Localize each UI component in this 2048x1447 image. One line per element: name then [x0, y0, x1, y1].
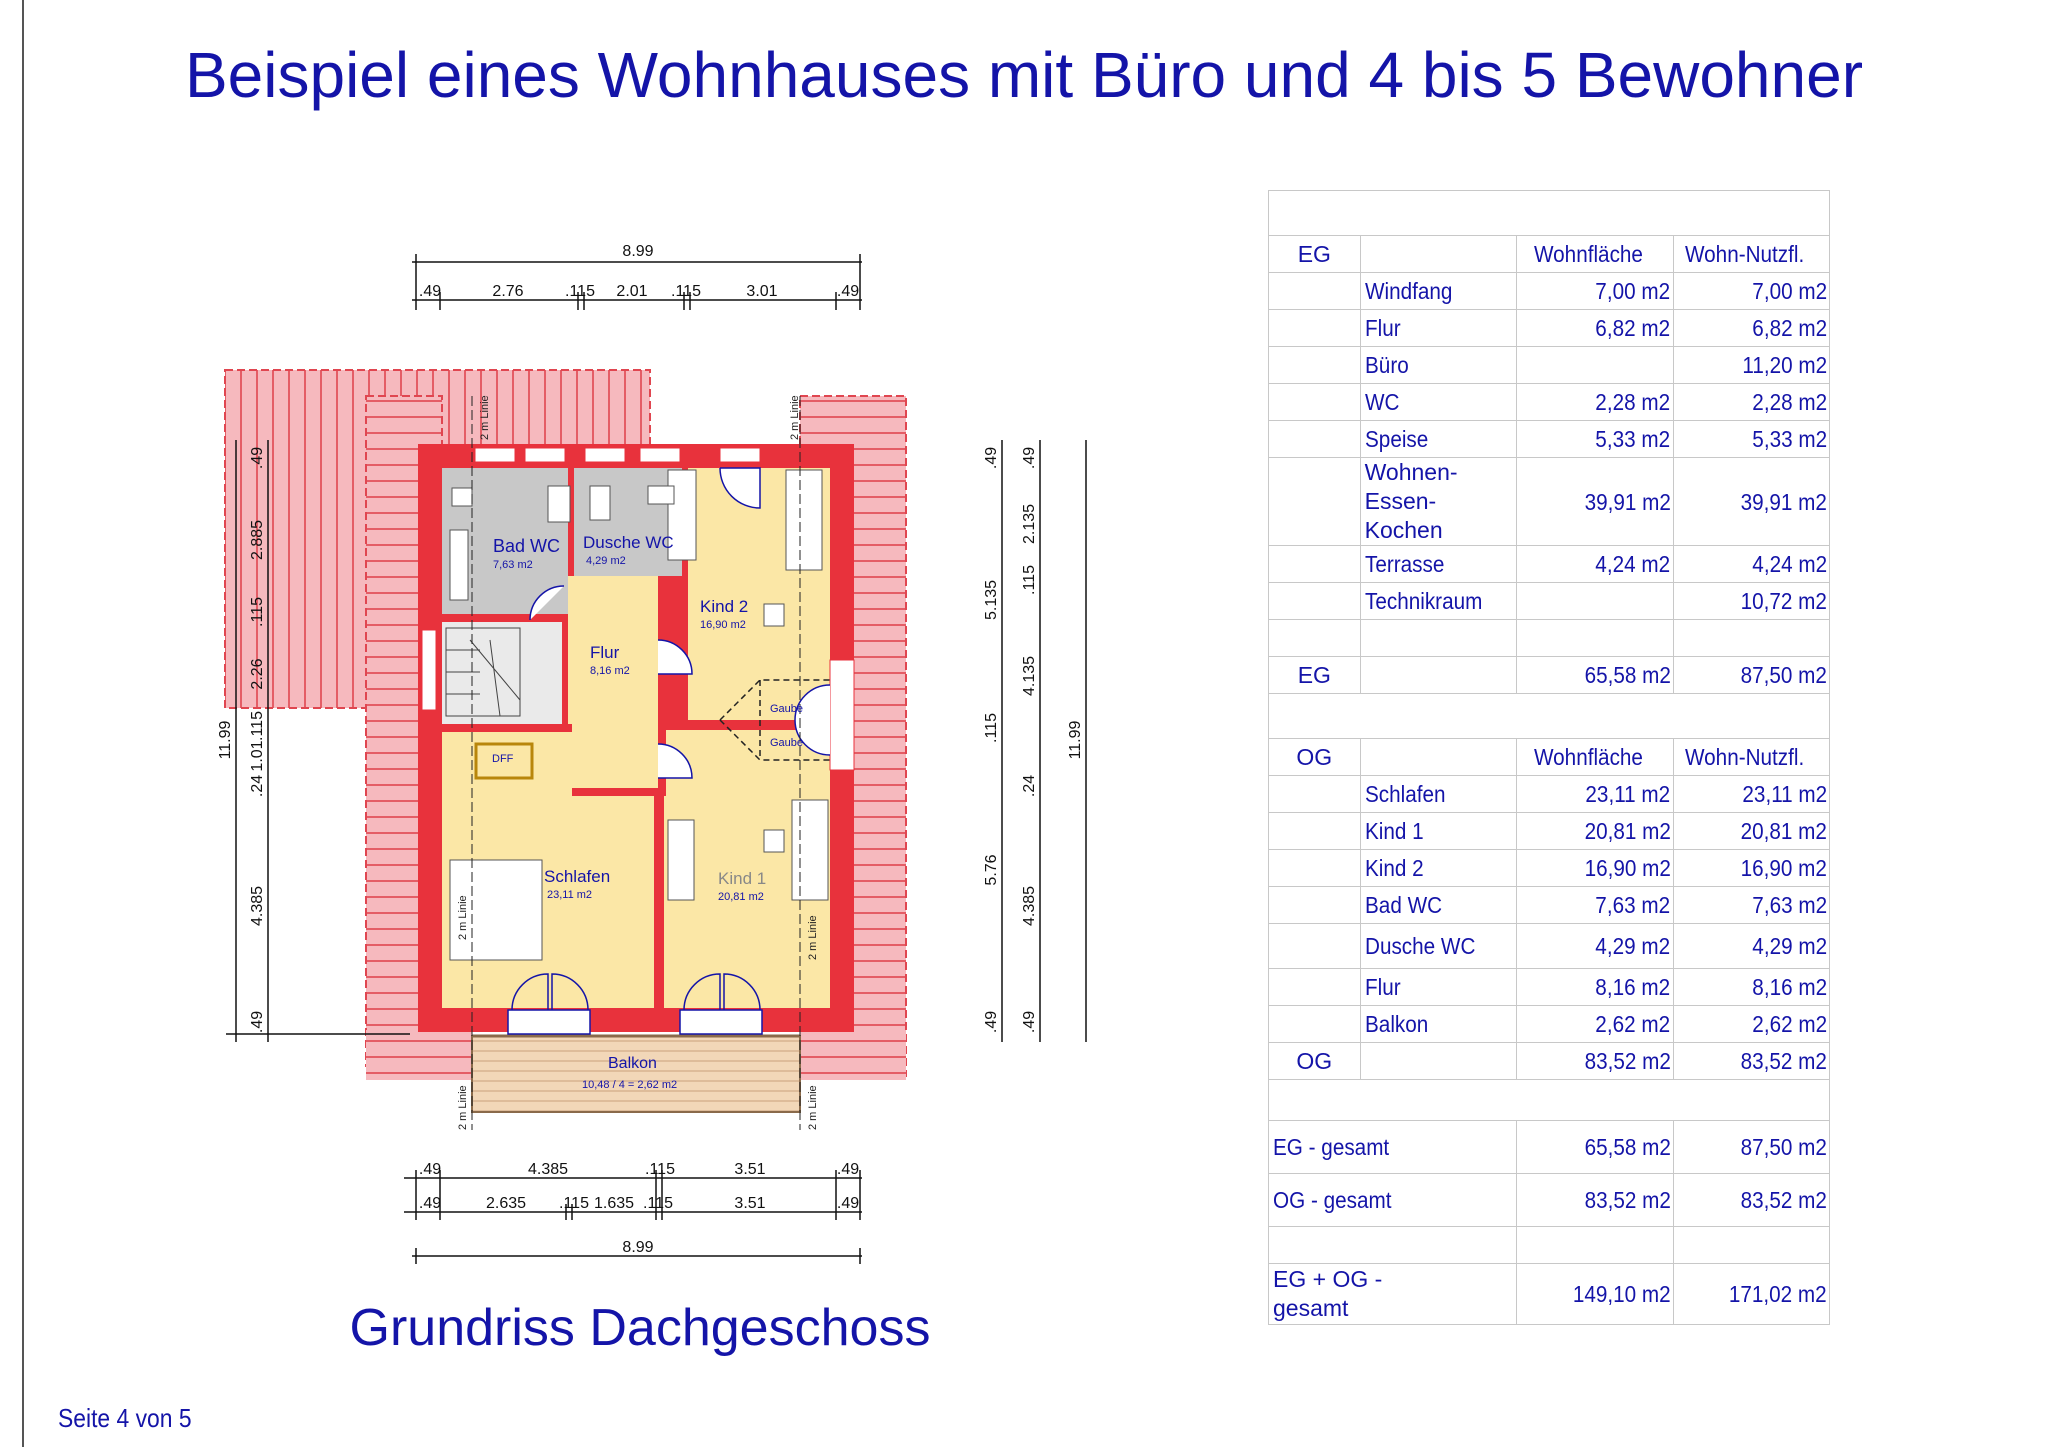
room-dusche-name: Dusche WC [583, 533, 674, 552]
page-title: Beispiel eines Wohnhauses mit Büro und 4 bis 5 Bewohner [184, 39, 1864, 111]
svg-text:3.51: 3.51 [734, 1161, 766, 1178]
room-kind2-name: Kind 2 [700, 597, 749, 616]
svg-text:2 m Linie: 2 m Linie [457, 895, 469, 940]
svg-text:4.385: 4.385 [1021, 885, 1038, 927]
sum-og-row: OG - gesamt 83,52 m2 83,52 m2 [1269, 1174, 1830, 1227]
svg-text:.49: .49 [836, 283, 860, 300]
svg-text:.115: .115 [565, 283, 595, 300]
svg-text:.115: .115 [643, 1195, 673, 1212]
svg-text:2 m Linie: 2 m Linie [479, 395, 491, 440]
table-spacer-row [1269, 191, 1830, 236]
table-row: Windfang 7,00 m2 7,00 m2 [1269, 273, 1830, 310]
sum-all-row: EG + OG - gesamt 149,10 m2 171,02 m2 [1269, 1264, 1830, 1325]
og-header-row: OG Wohnfläche Wohn-Nutzfl. [1269, 739, 1830, 776]
eg-header-row: EG Wohnfläche Wohn-Nutzfl. [1269, 236, 1830, 273]
svg-text:8.99: 8.99 [622, 243, 654, 260]
svg-text:3.01: 3.01 [746, 283, 778, 300]
svg-text:2.76: 2.76 [492, 283, 524, 300]
og-total-row: OG 83,52 m2 83,52 m2 [1269, 1043, 1830, 1080]
room-schlafen-name: Schlafen [544, 867, 611, 886]
svg-text:.49: .49 [249, 446, 266, 470]
area-table [1268, 190, 1830, 1325]
svg-text:4.385: 4.385 [249, 885, 266, 927]
svg-text:3.51: 3.51 [734, 1195, 766, 1212]
room-bad-name: Bad WC [493, 536, 561, 556]
svg-text:.24: .24 [249, 774, 266, 798]
svg-text:.115: .115 [559, 1195, 589, 1212]
table-spacer-row [1269, 694, 1830, 739]
table-row: Speise 5,33 m2 5,33 m2 [1269, 421, 1830, 458]
svg-text:.49: .49 [836, 1195, 860, 1212]
dff-label: DFF [492, 753, 514, 765]
table-row: Wohnen-Essen-Kochen 39,91 m2 39,91 m2 [1269, 458, 1830, 546]
table-row: Kind 2 16,90 m2 16,90 m2 [1269, 850, 1830, 887]
svg-text:11.99: 11.99 [217, 720, 234, 760]
svg-text:.49: .49 [983, 1010, 1000, 1034]
page-number: Seite 4 von 5 [58, 1403, 192, 1433]
gaube-label-2: Gaube [770, 737, 804, 749]
room-kind2-area: 16,90 m2 [700, 619, 746, 631]
svg-text:5.135: 5.135 [983, 579, 1000, 621]
svg-text:2 m Linie: 2 m Linie [789, 395, 801, 440]
room-balkon-name: Balkon [608, 1055, 657, 1072]
table-row: Technikraum 10,72 m2 [1269, 583, 1830, 620]
svg-text:2.635: 2.635 [485, 1195, 527, 1212]
table-spacer-row [1269, 1080, 1830, 1121]
svg-text:.49: .49 [1021, 446, 1038, 470]
table-row: Schlafen 23,11 m2 23,11 m2 [1269, 776, 1830, 813]
plan-title: Grundriss Dachgeschoss [349, 1299, 931, 1357]
table-row: Flur 8,16 m2 8,16 m2 [1269, 969, 1830, 1006]
table-row: Kind 1 20,81 m2 20,81 m2 [1269, 813, 1830, 850]
svg-text:8.99: 8.99 [622, 1239, 654, 1256]
room-kind1-area: 20,81 m2 [718, 891, 764, 903]
table-spacer-row [1269, 1227, 1830, 1264]
svg-text:.115: .115 [249, 711, 266, 741]
room-schlafen-area: 23,11 m2 [547, 889, 593, 901]
svg-text:1.01: 1.01 [249, 740, 266, 772]
svg-text:.115: .115 [249, 597, 266, 627]
room-flur-name: Flur [590, 643, 620, 662]
room-flur-area: 8,16 m2 [590, 665, 630, 677]
room-bad-area: 7,63 m2 [493, 559, 533, 571]
svg-text:5.76: 5.76 [983, 854, 1000, 886]
table-row: Dusche WC 4,29 m2 4,29 m2 [1269, 924, 1830, 969]
svg-text:2.26: 2.26 [249, 658, 266, 690]
svg-text:.49: .49 [249, 1010, 266, 1034]
eg-total-row: EG 65,58 m2 87,50 m2 [1269, 657, 1830, 694]
svg-text:.49: .49 [418, 1161, 442, 1178]
svg-text:.49: .49 [1021, 1010, 1038, 1034]
svg-text:2.01: 2.01 [616, 283, 648, 300]
svg-text:.49: .49 [418, 283, 442, 300]
svg-text:2 m Linie: 2 m Linie [457, 1085, 469, 1130]
svg-text:11.99: 11.99 [1067, 720, 1084, 760]
svg-text:2 m Linie: 2 m Linie [807, 915, 819, 960]
svg-text:.49: .49 [836, 1161, 860, 1178]
room-balkon-area: 10,48 / 4 = 2,62 m2 [582, 1079, 678, 1091]
table-row: Terrasse 4,24 m2 4,24 m2 [1269, 546, 1830, 583]
svg-text:2.135: 2.135 [1021, 503, 1038, 545]
svg-text:.49: .49 [983, 446, 1000, 470]
svg-text:.115: .115 [645, 1161, 675, 1178]
balcony-deck [472, 1036, 800, 1112]
svg-text:.115: .115 [1021, 565, 1038, 595]
gaube-label-1: Gaube [770, 703, 804, 715]
table-row: Bad WC 7,63 m2 7,63 m2 [1269, 887, 1830, 924]
svg-text:1.635: 1.635 [593, 1195, 635, 1212]
sum-eg-row: EG - gesamt 65,58 m2 87,50 m2 [1269, 1121, 1830, 1174]
svg-text:.49: .49 [418, 1195, 442, 1212]
table-row: WC 2,28 m2 2,28 m2 [1269, 384, 1830, 421]
table-spacer-row [1269, 620, 1830, 657]
svg-text:4.135: 4.135 [1021, 655, 1038, 697]
table-row: Flur 6,82 m2 6,82 m2 [1269, 310, 1830, 347]
room-dusche-area: 4,29 m2 [586, 555, 626, 567]
table-row: Büro 11,20 m2 [1269, 347, 1830, 384]
table-row: Balkon 2,62 m2 2,62 m2 [1269, 1006, 1830, 1043]
svg-text:.115: .115 [983, 713, 1000, 743]
svg-text:.115: .115 [671, 283, 701, 300]
svg-text:.24: .24 [1021, 774, 1038, 798]
svg-text:2 m Linie: 2 m Linie [807, 1085, 819, 1130]
svg-text:2.885: 2.885 [249, 519, 266, 561]
room-kind1-name: Kind 1 [718, 869, 767, 888]
svg-text:4.385: 4.385 [527, 1161, 569, 1178]
